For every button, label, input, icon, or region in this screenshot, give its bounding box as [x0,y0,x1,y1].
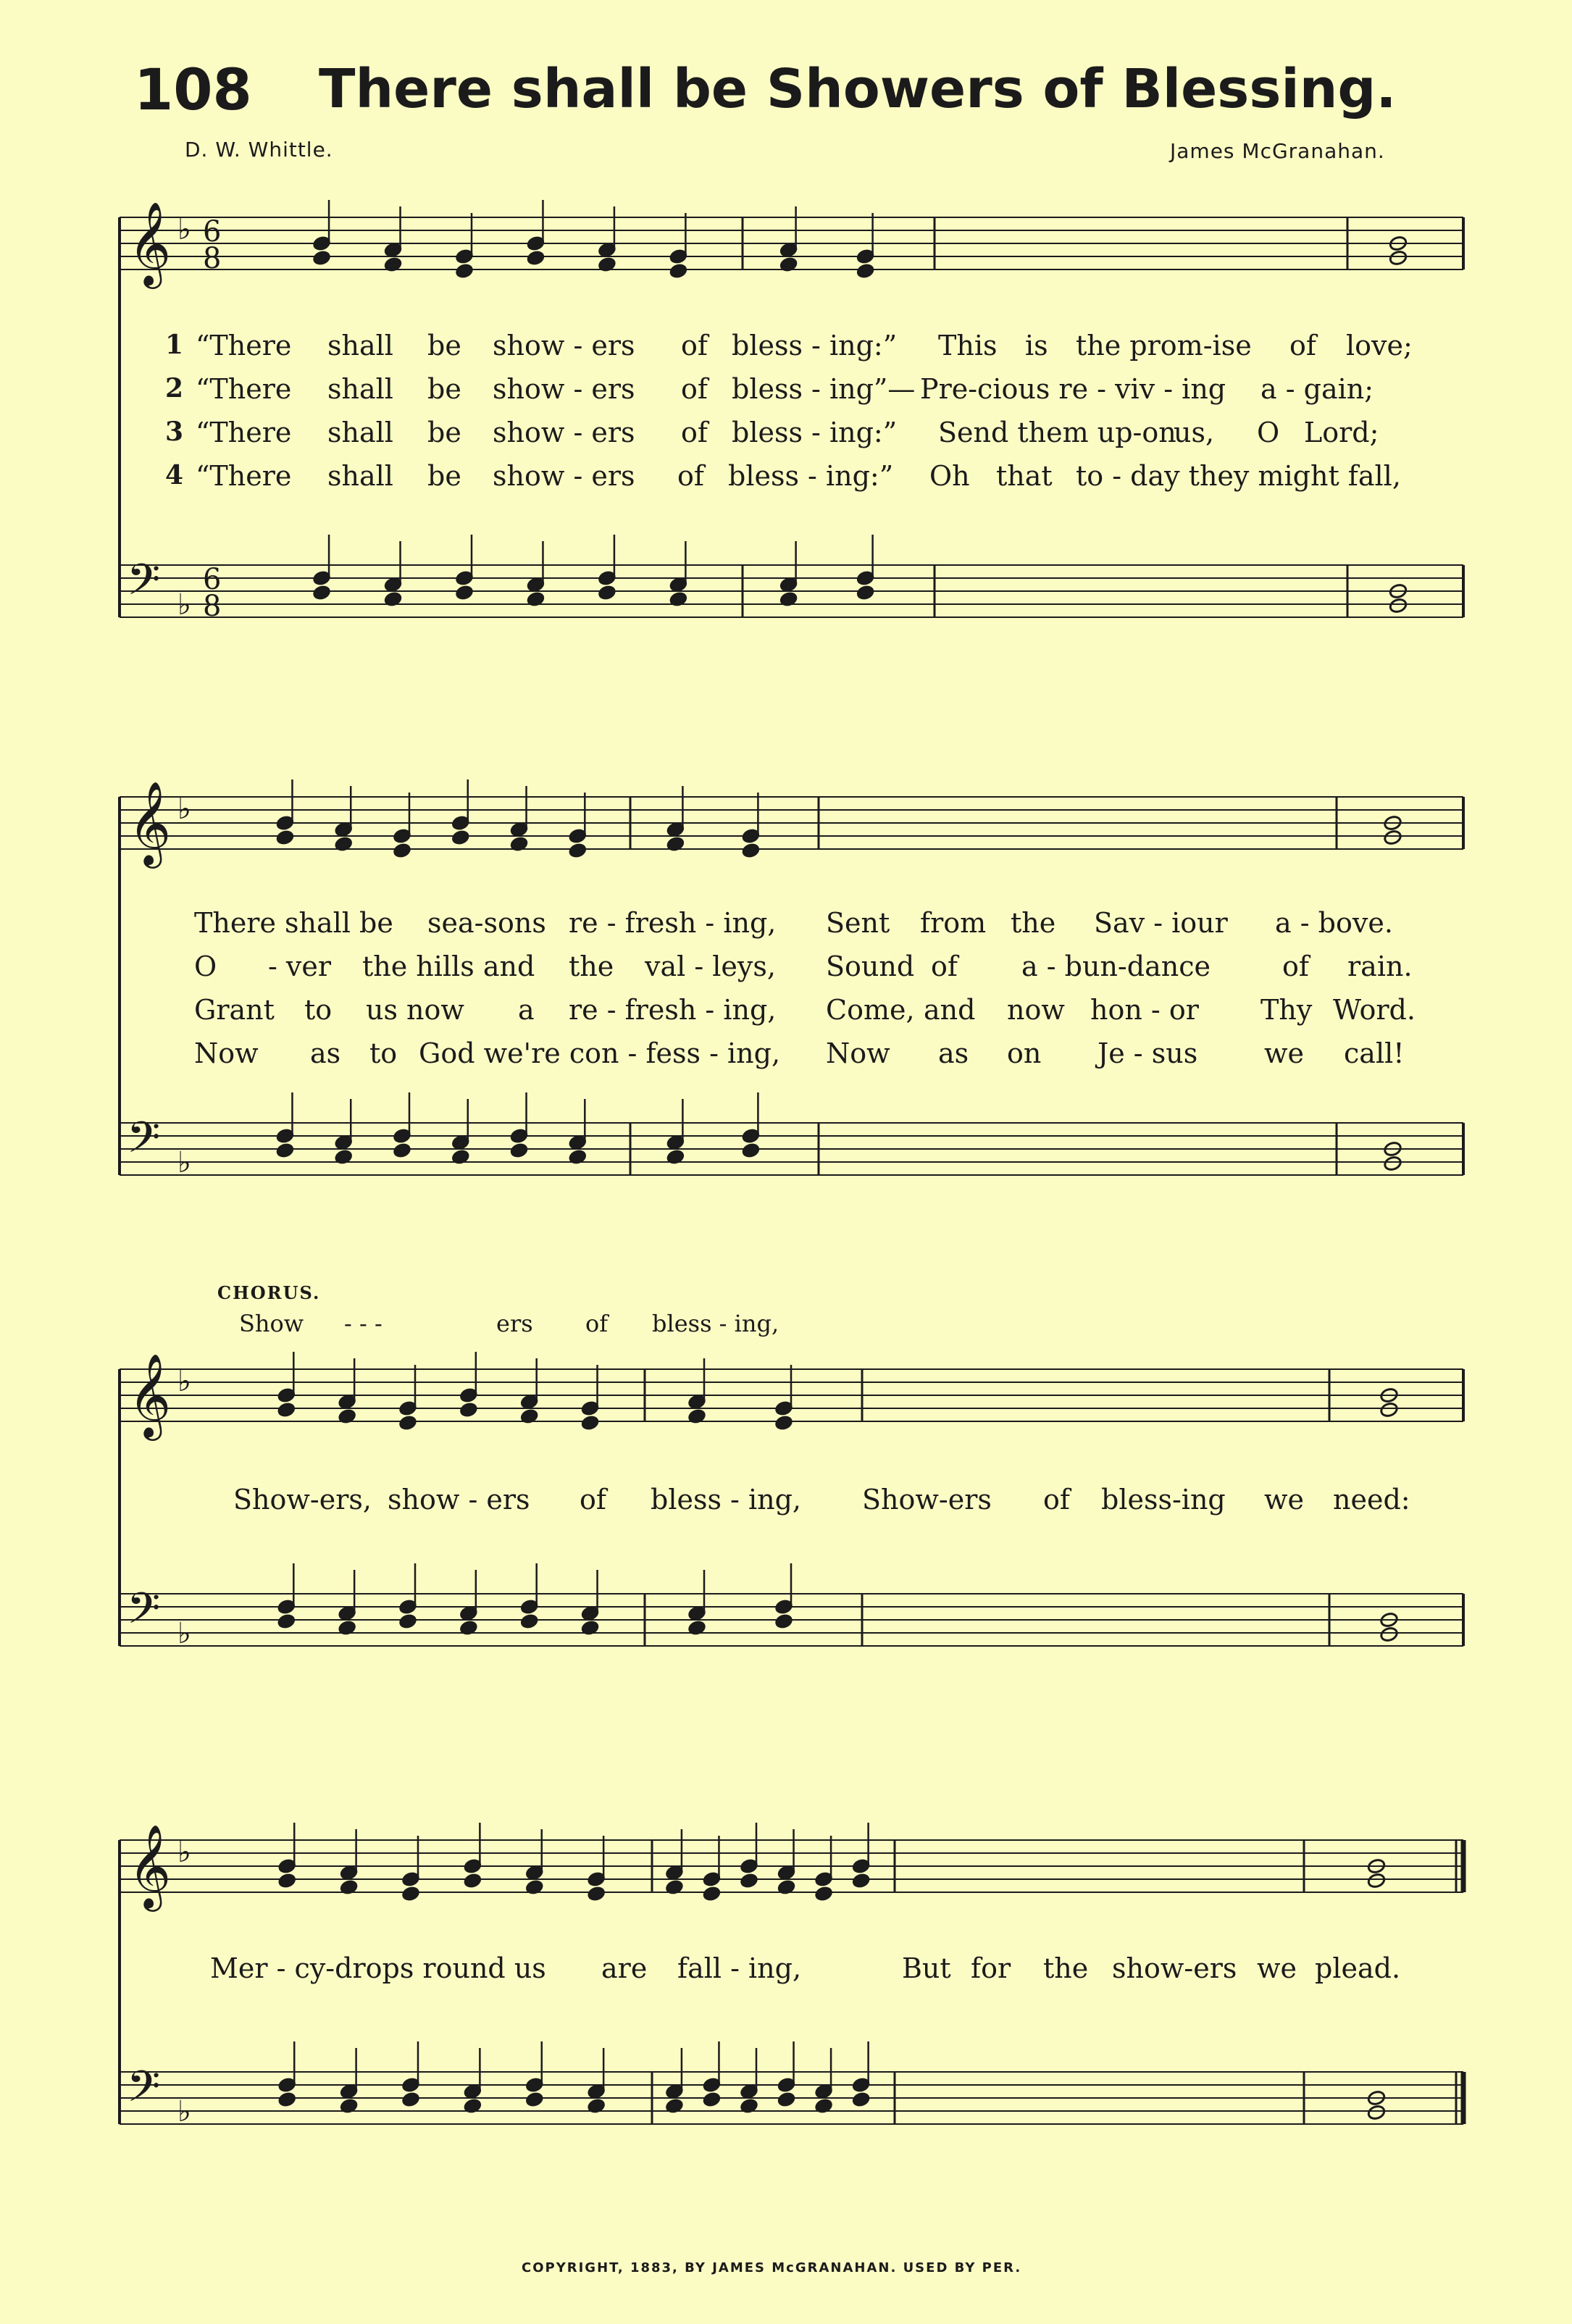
lyric-word: we [1264,1484,1305,1516]
lyric-word: This [938,330,998,361]
lyric-word: fall - ing, [677,1952,802,1984]
lyric-word: ers [496,1310,533,1337]
lyric-word: “There [196,460,292,492]
lyric-word: the [1011,907,1056,939]
svg-text:𝄞: 𝄞 [128,1353,172,1437]
hymn-number: 108 [134,58,252,123]
lyric-word: of [580,1484,606,1516]
lyric-word: bless - ing”— [732,373,916,405]
lyric-word: show-ers [1112,1952,1237,1984]
lyric-word: be [427,460,461,492]
lyric-word: Lord; [1304,417,1379,448]
lyric-word: of [681,373,708,405]
lyric-word: Word. [1333,994,1416,1026]
lyric-word: shall [327,373,393,405]
lyric-word: hon - or [1090,994,1199,1026]
lyric-word: bless - ing, [651,1484,801,1516]
svg-text:6: 6 [203,563,222,596]
composer-credit: James McGranahan. [1170,139,1385,163]
lyric-word: need: [1333,1484,1410,1516]
svg-text:♭: ♭ [177,793,191,826]
lyric-word: a [518,994,535,1026]
svg-text:𝄞: 𝄞 [128,1823,172,1908]
lyric-word: “There [196,373,292,405]
lyric-word: rain. [1347,950,1413,982]
lyric-word: Sent [826,907,890,939]
chorus-label: CHORUS. [217,1282,321,1303]
lyric-word: are [601,1952,648,1984]
lyric-word: call! [1344,1037,1405,1069]
lyric-word: O [194,950,217,982]
lyric-word: show - ers [493,330,635,361]
lyric-word: shall [327,330,393,361]
lyric-word: is [1025,330,1048,361]
lyric-word: a - bun-dance [1021,950,1211,982]
lyric-word: Mer - cy-drops round us [210,1952,546,1984]
lyric-word: There shall be [194,907,393,939]
lyric-word: we [1264,1037,1305,1069]
lyric-word: be [427,373,461,405]
svg-text:8: 8 [203,242,222,275]
svg-text:8: 8 [203,590,222,623]
lyric-word: Show-ers, [233,1484,372,1516]
lyric-word: Come, [826,994,915,1026]
lyric-word: shall [327,417,393,448]
lyric-word: the [1043,1952,1089,1984]
svg-text:𝄢: 𝄢 [127,2061,161,2122]
svg-text:♭: ♭ [177,1617,191,1650]
copyright-notice: COPYRIGHT, 1883, BY JAMES McGRANAHAN. USED BY PER. [522,2260,1022,2275]
lyric-word: of [1289,330,1316,361]
lyric-word: Now [194,1037,259,1069]
svg-text:𝄞: 𝄞 [128,201,172,285]
lyric-word: of [1043,1484,1070,1516]
lyric-word: val - leys, [645,950,776,982]
lyric-word: But [902,1952,951,1984]
verse-line [0,950,1572,987]
lyric-word: the [569,950,614,982]
lyric-word: be [427,330,461,361]
lyric-word: to [304,994,333,1026]
lyric-word: of [931,950,958,982]
svg-text:𝄢: 𝄢 [127,554,161,615]
svg-text:𝄞: 𝄞 [128,780,172,865]
lyric-word: us, [1174,417,1215,448]
verse-line [0,994,1572,1030]
lyric-word: from [920,907,987,939]
lyric-word: the prom-ise [1076,330,1252,361]
lyric-word: a - gain; [1260,373,1374,405]
lyric-word: as [310,1037,341,1069]
lyric-word: of [677,460,704,492]
lyric-word: of [1282,950,1309,982]
svg-text:♭: ♭ [177,1836,191,1869]
lyric-word: shall [327,460,393,492]
lyric-word: of [681,330,708,361]
svg-text:♭: ♭ [177,1365,191,1398]
lyric-word: of [585,1310,609,1337]
lyric-word: we [1257,1952,1297,1984]
verse-line [0,417,1572,453]
lyric-word: sea-sons [427,907,546,939]
svg-text:♭: ♭ [177,588,191,622]
lyric-word: re - fresh - ing, [569,994,777,1026]
svg-text:6: 6 [203,215,222,248]
lyric-word: Send them up-on [938,417,1176,448]
verse-line [0,460,1572,496]
lyric-word: on [1007,1037,1042,1069]
verse-number: 1 [165,330,184,360]
lyric-word: Sav - iour [1094,907,1228,939]
lyric-word: Grant [194,994,275,1026]
lyric-word: bless-ing [1101,1484,1226,1516]
lyricist-credit: D. W. Whittle. [185,138,333,162]
svg-text:𝄢: 𝄢 [127,1112,161,1173]
lyric-word: of [681,417,708,448]
lyric-word: Pre-cious re - viv - ing [920,373,1226,405]
lyric-word: a - bove. [1275,907,1393,939]
lyric-word: Oh [929,460,970,492]
lyric-word: show - ers [493,460,635,492]
lyric-word: “There [196,330,292,361]
lyric-word: and [924,994,976,1026]
lyric-word: God we're con - fess - ing, [419,1037,781,1069]
lyric-word: to [369,1037,398,1069]
lyric-word: bless - ing:” [732,417,898,448]
lyric-word: Now [826,1037,890,1069]
lyric-word: - - - [344,1310,382,1337]
lyric-word: - ver [268,950,332,982]
svg-text:♭: ♭ [177,1146,191,1179]
verse-line [0,907,1572,943]
lyric-word: show - ers [493,373,635,405]
lyric-word: bless - ing, [652,1310,779,1337]
lyric-word: Show-ers [862,1484,992,1516]
lyric-word: as [938,1037,969,1069]
svg-text:♭: ♭ [177,213,191,246]
svg-text:♭: ♭ [177,2095,191,2128]
lyric-word: show - ers [388,1484,530,1516]
lyric-word: the hills and [362,950,535,982]
lyric-word: “There [196,417,292,448]
lyric-word: Je - sus [1098,1037,1198,1069]
verse-line [0,373,1572,409]
lyric-word: plead. [1315,1952,1401,1984]
lyric-word: us now [366,994,464,1026]
lyric-word: love; [1346,330,1413,361]
lyric-word: Thy [1260,994,1313,1026]
lyric-word: re - fresh - ing, [569,907,777,939]
verse-line [0,330,1572,366]
svg-text:𝄢: 𝄢 [127,1583,161,1644]
lyric-word: now [1007,994,1065,1026]
lyric-word: Show [239,1310,304,1337]
lyric-word: be [427,417,461,448]
lyric-word: O [1257,417,1280,448]
lyric-word: for [971,1952,1011,1984]
lyric-word: bless - ing:” [728,460,894,492]
lyric-word: Sound [826,950,915,982]
lyric-word: show - ers [493,417,635,448]
lyric-word: bless - ing:” [732,330,898,361]
lyric-word: to - day they might fall, [1076,460,1401,492]
verse-number: 3 [165,417,184,447]
verse-line [0,1037,1572,1074]
verse-number: 2 [165,373,184,404]
lyric-word: that [996,460,1053,492]
verse-number: 4 [165,460,184,490]
hymn-title: There shall be Showers of Blessing. [319,58,1397,120]
